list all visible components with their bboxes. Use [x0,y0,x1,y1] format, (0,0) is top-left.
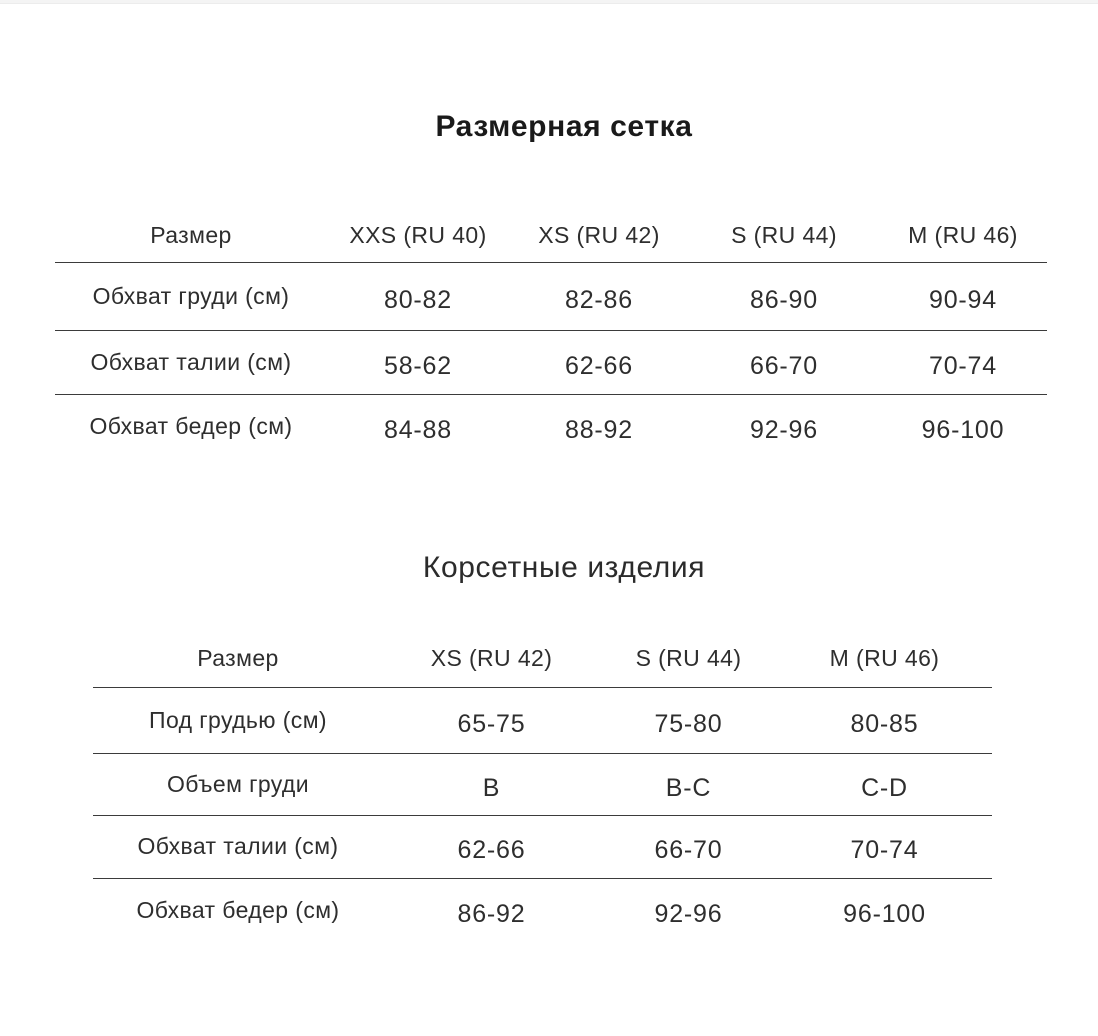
column-header: XXS (RU 40) [327,209,509,262]
cell-value: 62-66 [457,836,526,864]
cell-value: 82-86 [565,285,633,314]
row-label: Обхват бедер (см) [136,896,340,923]
size-grid-section [0,0,1098,458]
cell-value: 70-74 [929,351,997,380]
cell-value: 90-94 [929,285,997,314]
cell-value: C-D [861,773,908,802]
header-row [55,209,1047,262]
row-label: Обхват талии (см) [90,348,292,375]
cell-value: 62-66 [565,351,633,380]
column-header: Размер [55,209,327,262]
corsetry-section [0,458,1098,942]
row-label: Под грудью (см) [149,706,327,733]
size-grid-title: Размерная сетка [435,110,693,143]
column-header: M (RU 46) [879,209,1047,262]
cell-value: 84-88 [384,415,452,444]
row-label: Обхват груди (см) [92,282,290,309]
cell-value: 88-92 [565,415,633,444]
column-header: M (RU 46) [777,631,992,687]
cell-value: 66-70 [750,351,818,380]
row-label: Объем груди [167,770,309,797]
row-label: Обхват бедер (см) [89,412,293,439]
cell-value: 92-96 [654,899,723,928]
cell-value: 70-74 [850,836,919,864]
corsetry-title: Корсетные изделия [422,551,706,584]
header-row [93,631,992,687]
cell-value: 92-96 [750,415,818,444]
cell-value: 66-70 [654,836,723,864]
column-header: XS (RU 42) [383,631,600,687]
cell-value: 86-90 [750,285,818,314]
column-header: S (RU 44) [689,209,879,262]
cell-value: 65-75 [457,709,526,738]
cell-value: 58-62 [384,351,452,380]
table-row [93,878,992,942]
size-grid-table [55,209,1047,458]
cell-value: B [482,773,501,802]
table-row [93,815,992,878]
table-row [55,330,1047,394]
column-header: S (RU 44) [600,631,777,687]
cell-value: 75-80 [654,709,723,738]
table-row [93,687,992,753]
table-row [55,262,1047,330]
column-header: XS (RU 42) [509,209,689,262]
cell-value: 80-85 [850,709,919,738]
row-label: Обхват талии (см) [137,833,339,859]
table-row [55,394,1047,458]
cell-value: B-C [665,773,712,802]
column-header: Размер [93,631,383,687]
corsetry-table [93,631,992,942]
cell-value: 96-100 [843,899,926,928]
cell-value: 86-92 [457,899,526,928]
cell-value: 80-82 [384,285,452,314]
cell-value: 96-100 [921,415,1005,444]
table-row [93,753,992,815]
